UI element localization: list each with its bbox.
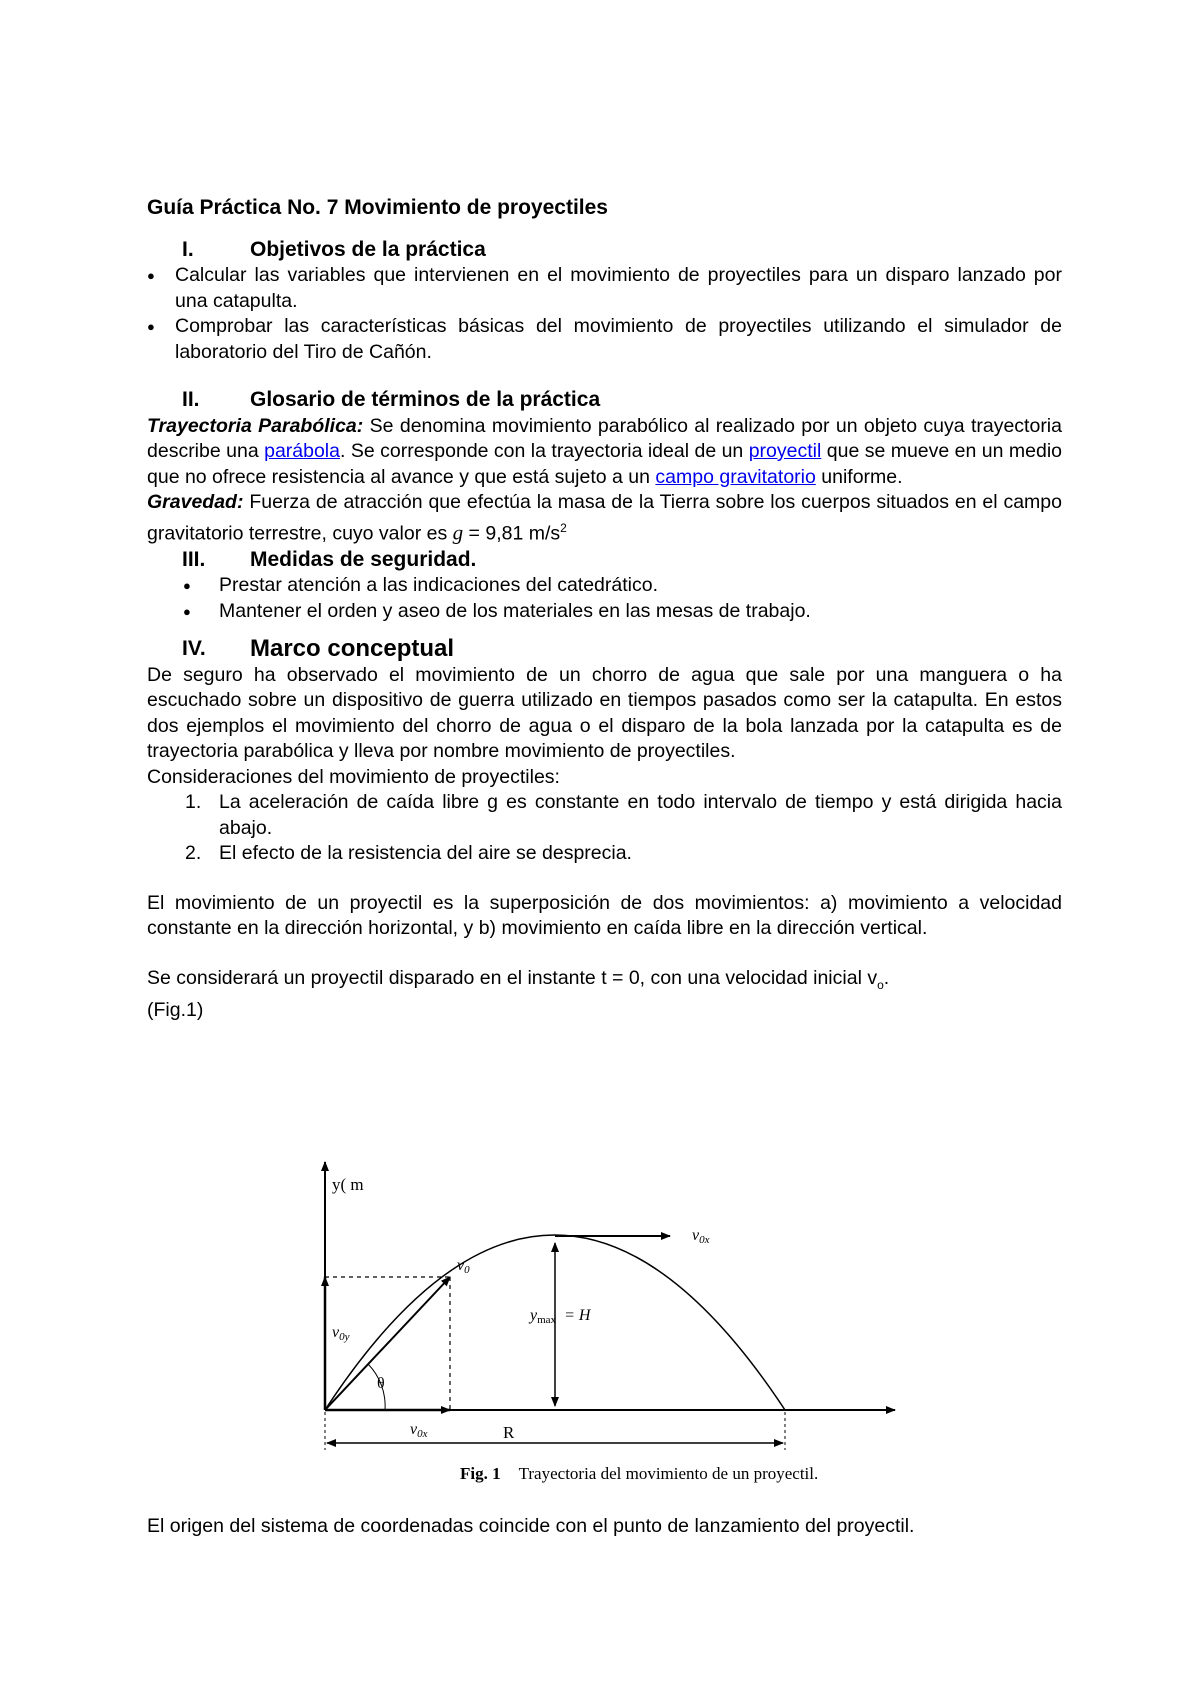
link-campo-gravitatorio[interactable]: campo gravitatorio — [655, 465, 816, 488]
section-heading-1 — [147, 237, 1062, 263]
v0-label: v0 — [457, 1257, 470, 1276]
section-label: Marco conceptual — [250, 635, 455, 662]
figure-reference: (Fig.1) — [147, 998, 204, 1021]
figure-caption: Fig. 1 Trayectoria del movimiento de un proyectil. — [460, 1464, 819, 1483]
section-heading-4 — [147, 636, 1062, 662]
v0-vector — [325, 1277, 450, 1410]
trajectory-diagram — [300, 1150, 920, 1490]
closing-sentence: El origen del sistema de coordenadas coincide con el punto de lanzamiento del proyectil. — [147, 1515, 915, 1537]
list-item: 1. La aceleración de caída libre g es constante en todo intervalo de tiempo y está dirigida hacia abajo. — [185, 791, 1062, 839]
y-axis-label: y( m — [332, 1175, 364, 1194]
section-number: I. — [182, 237, 194, 261]
list-item: ● Mantener el orden y aseo de los materiales en las mesas de trabajo. — [147, 599, 1062, 625]
v0y-label: v0y — [332, 1324, 350, 1343]
section-heading-2 — [147, 387, 1062, 413]
list-item: 2. El efecto de la resistencia del aire se desprecia. — [185, 842, 632, 864]
section-heading-3 — [147, 547, 1062, 573]
v0x-label: v0x — [410, 1421, 428, 1440]
glossary-gravity: Gravedad: Fuerza de atracción que efectúa la masa de la Tierra sobre los cuerpos situados en el campo gravitatorio terrestre, cuyo valor es g = 9,81 $m/s^2$ — [147, 491, 1062, 544]
ymax-label: ymax = H — [530, 1307, 591, 1326]
concept-paragraph-1: De seguro ha observado el movimiento de un chorro de agua que sale por una manguera o ha escuchado sobre un dispositivo de guerra utilizado en tiempos pasados como ser la catapulta. En estos dos ejemplos el movimiento del chorro de agua o el disparo de la bola lanzada por la catapulta es de trayectoria parabólica y lleva por nombre movimiento de proyectiles. — [147, 663, 1062, 762]
theta-label: θ — [377, 1375, 385, 1392]
glossary-term: Trayectoria Parabólica: — [147, 414, 364, 437]
link-proyectil[interactable]: proyectil — [748, 440, 822, 462]
range-label: R — [503, 1423, 515, 1442]
glossary-term: Gravedad: — [147, 491, 244, 513]
section-label: Glosario de términos de la práctica — [250, 388, 601, 411]
concept-paragraph-2: Consideraciones del movimiento de proyectiles: — [147, 765, 560, 788]
section-number: III. — [182, 547, 206, 571]
list-item: ● Prestar atención a las indicaciones del catedrático. — [147, 573, 1062, 599]
objectives-list — [147, 263, 1062, 365]
safety-list — [147, 573, 1062, 624]
glossary-trajectory: Trayectoria Parabólica: Se denomina movimiento parabólico al realizado por un objeto cuya trayectoria describe una parábola. Se corresponde con la trayectoria ideal de un proyectil que se mueve en un medio que no ofrece resistencia al avance y que está sujeto a un campo gravitatorio uniforme. — [147, 414, 1063, 488]
section-label: Medidas de seguridad. — [250, 547, 477, 571]
document-body — [147, 195, 1062, 1023]
list-item: ● Calcular las variables que intervienen en el movimiento de proyectiles para un disparo lanzado por una catapulta. — [147, 263, 1062, 314]
considerations-list — [147, 790, 1062, 867]
list-item: ● Comprobar las características básicas del movimiento de proyectiles utilizando el simulador de laboratorio del Tiro de Cañón. — [147, 314, 1062, 365]
section-label: Objetivos de la práctica — [250, 237, 486, 261]
concept-paragraph-3: El movimiento de un proyectil es la superposición de dos movimientos: a) movimiento a velocidad constante en la dirección horizontal, y b) movimiento en caída libre en la dirección vertical. — [147, 891, 1062, 939]
v0x-top-label: v0x — [692, 1227, 710, 1246]
section-number: II. — [182, 388, 200, 411]
link-parabola[interactable]: parábola — [264, 440, 340, 462]
page-title: Guía Práctica No. 7 Movimiento de proyectiles — [147, 196, 608, 219]
section-number: IV. — [182, 637, 206, 660]
figure-projectile-trajectory — [300, 1150, 920, 1490]
concept-paragraph-4: Se considerará un proyectil disparado en el instante t = 0, con una velocidad inicial $v_o$. — [147, 966, 890, 992]
